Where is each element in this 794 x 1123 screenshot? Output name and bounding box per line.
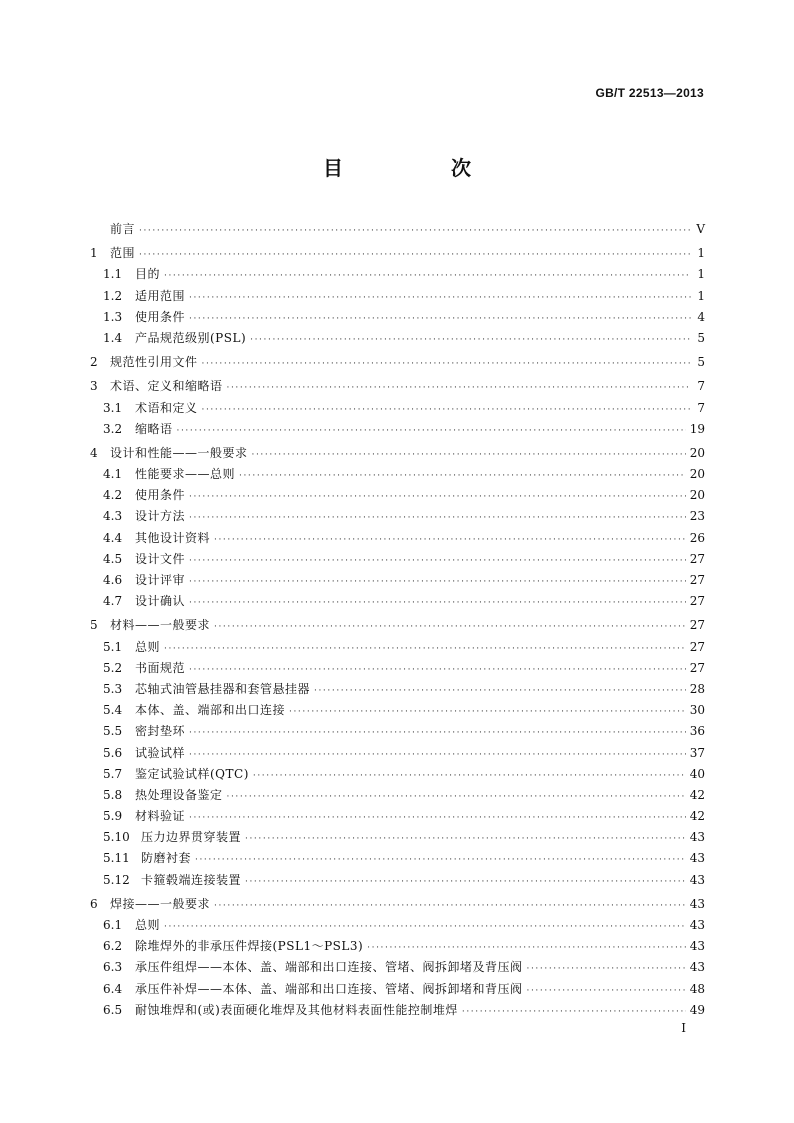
toc-entry-label: 产品规范级别(PSL) [135, 330, 247, 345]
toc-entry-page: 1 [697, 246, 705, 261]
toc-entry[interactable] [90, 376, 705, 397]
toc-leader-dots [164, 266, 691, 287]
toc-entry-page: 36 [689, 724, 705, 739]
toc-entry[interactable] [90, 721, 705, 742]
toc-entry-label: 芯轴式油管悬挂器和套管悬挂器 [135, 681, 311, 696]
toc-entry-page: 20 [689, 445, 705, 460]
toc-entry-page: 20 [689, 467, 705, 482]
toc-entry-number: 6.3 [103, 960, 123, 975]
toc-leader-dots [227, 787, 686, 808]
toc-entry-page: 42 [689, 787, 705, 802]
toc-entry-page: 5 [697, 355, 705, 370]
toc-entry-number: 4.6 [103, 573, 123, 587]
toc-entry-page: 7 [697, 400, 705, 415]
toc-entry[interactable] [90, 806, 705, 827]
toc-entry[interactable] [90, 1000, 705, 1021]
toc-entry-label: 承压件补焊——本体、盖、端部和出口连接、管堵、阀拆卸堵和背压阀 [135, 981, 523, 996]
toc-entry-label: 设计和性能——一般要求 [110, 445, 248, 460]
toc-entry-label: 设计评审 [135, 573, 186, 587]
toc-entry-label: 压力边界贯穿装置 [141, 830, 242, 845]
toc-entry-page: 19 [689, 421, 705, 436]
toc-leader-dots [139, 221, 691, 242]
toc-entry-number: 4 [90, 445, 98, 460]
toc-entry-number: 5.5 [103, 724, 123, 739]
toc-leader-dots [462, 1002, 686, 1023]
toc-leader-dots [189, 572, 686, 593]
toc-entry-page: 43 [689, 918, 705, 932]
toc-entry-label: 防磨衬套 [141, 851, 192, 866]
toc-leader-dots [189, 660, 686, 681]
toc-entry-number: 6 [90, 896, 98, 911]
toc-entry-page: 40 [689, 766, 705, 781]
toc-entry-number: 5 [90, 618, 98, 633]
standard-code: GB/T 22513—2013 [595, 86, 704, 100]
toc-entry-page: 43 [689, 960, 705, 975]
toc-leader-dots [214, 530, 686, 551]
toc-entry-label: 设计方法 [135, 509, 186, 524]
toc-entry-label: 使用条件 [135, 309, 186, 324]
toc-entry-label: 目的 [135, 267, 161, 282]
toc-entry-number: 2 [90, 355, 98, 370]
toc-entry-label: 材料——一般要求 [110, 618, 211, 633]
toc-entry-page: 30 [689, 703, 705, 718]
toc-entry-number: 4.1 [103, 467, 123, 482]
toc-leader-dots [227, 378, 691, 399]
toc-entry-page: 43 [689, 830, 705, 845]
toc-entry-number: 6.1 [103, 918, 123, 932]
toc-leader-dots [289, 702, 686, 723]
toc-entry-number: 1.4 [103, 330, 123, 345]
toc-leader-dots [177, 421, 686, 442]
toc-entry-label: 密封垫环 [135, 724, 186, 739]
toc-leader-dots [189, 309, 691, 330]
toc-leader-dots [189, 288, 691, 309]
toc-entry-label: 性能要求——总则 [135, 467, 236, 482]
toc-entry-page: 7 [697, 379, 705, 394]
toc-entry[interactable] [90, 637, 705, 658]
toc-leader-dots [202, 400, 691, 421]
toc-entry[interactable] [90, 870, 705, 891]
toc-entry-page: 27 [689, 618, 705, 633]
page-title: 目 次 [323, 156, 515, 180]
toc-entry-number: 4.7 [103, 594, 123, 609]
toc-entry-page: 20 [689, 488, 705, 503]
toc-leader-dots [189, 723, 686, 744]
toc-entry[interactable] [90, 615, 705, 636]
toc-entry-label: 总则 [135, 918, 161, 932]
toc-leader-dots [189, 487, 686, 508]
toc-entry-page: V [696, 222, 705, 236]
toc-entry[interactable] [90, 848, 705, 869]
toc-entry[interactable] [90, 915, 705, 936]
toc-entry-page: 27 [689, 660, 705, 675]
toc-entry[interactable] [90, 243, 705, 264]
toc-leader-dots [245, 872, 686, 893]
toc-entry-label: 热处理设备鉴定 [135, 787, 223, 802]
toc-entry[interactable] [90, 307, 705, 328]
toc-entry-label: 除堆焊外的非承压件焊接(PSL1～PSL3) [135, 939, 364, 954]
toc-entry-label: 缩略语 [135, 421, 173, 436]
toc-entry-number: 5.8 [103, 787, 123, 802]
toc-entry-label: 范围 [110, 246, 136, 261]
toc-entry[interactable] [90, 549, 705, 570]
toc-entry-label: 书面规范 [135, 660, 186, 675]
toc-entry[interactable] [90, 936, 705, 957]
toc-entry-label: 前言 [110, 222, 136, 236]
toc-leader-dots [527, 981, 686, 1002]
toc-entry[interactable] [90, 591, 705, 612]
toc-entry-label: 卡箍毂端连接装置 [141, 872, 242, 887]
toc-entry[interactable] [90, 785, 705, 806]
toc-leader-dots [195, 850, 686, 871]
toc-entry-page: 27 [689, 573, 705, 587]
toc-entry-label: 本体、盖、端部和出口连接 [135, 703, 286, 718]
toc-entry-number: 6.4 [103, 981, 123, 996]
toc-entry-number: 6.5 [103, 1002, 123, 1017]
toc-leader-dots [214, 617, 686, 638]
toc-entry-number: 4.2 [103, 488, 123, 503]
toc-entry-label: 焊接——一般要求 [110, 896, 211, 911]
toc-entry[interactable] [90, 528, 705, 549]
toc-entry[interactable] [90, 419, 705, 440]
toc-entry-page: 49 [689, 1002, 705, 1017]
toc-entry-number: 4.4 [103, 530, 123, 545]
toc-entry-page: 27 [689, 551, 705, 566]
toc-entry-page: 5 [697, 330, 705, 345]
toc-leader-dots [189, 508, 686, 529]
toc-entry-page: 37 [689, 745, 705, 760]
toc-leader-dots [250, 330, 691, 351]
toc-entry-number: 5.7 [103, 766, 123, 781]
toc-entry[interactable] [90, 827, 705, 848]
toc-entry[interactable] [90, 506, 705, 527]
toc-entry-number: 5.9 [103, 809, 123, 824]
toc-leader-dots [527, 959, 686, 980]
toc-entry-page: 42 [689, 809, 705, 824]
toc-entry-number: 5.3 [103, 681, 123, 696]
toc-entry-number: 5.12 [103, 872, 130, 887]
toc-entry[interactable] [90, 658, 705, 679]
toc-entry-number: 3 [90, 379, 98, 394]
toc-entry-page: 43 [689, 896, 705, 911]
toc-entry[interactable] [90, 979, 705, 1000]
toc-entry[interactable] [90, 443, 705, 464]
toc-entry-label: 承压件组焊——本体、盖、端部和出口连接、管堵、阀拆卸堵及背压阀 [135, 960, 523, 975]
toc-entry-number: 6.2 [103, 939, 123, 954]
toc-leader-dots [253, 766, 686, 787]
toc-entry[interactable] [90, 894, 705, 915]
toc-entry-number: 5.4 [103, 703, 123, 718]
toc-entry-label: 设计确认 [135, 594, 186, 609]
toc-entry[interactable] [90, 957, 705, 978]
toc-entry[interactable] [90, 352, 705, 373]
toc-entry-number: 5.10 [103, 830, 130, 845]
toc-entry-page: 1 [697, 267, 705, 282]
toc-entry[interactable] [90, 743, 705, 764]
toc-entry-number: 5.6 [103, 745, 123, 760]
toc-entry[interactable] [90, 219, 705, 240]
toc-entry-page: 43 [689, 851, 705, 866]
toc-entry-page: 43 [689, 939, 705, 954]
toc-entry-label: 其他设计资料 [135, 530, 211, 545]
toc-entry-number: 4.5 [103, 551, 123, 566]
toc-entry-label: 规范性引用文件 [110, 355, 198, 370]
toc-entry[interactable] [90, 328, 705, 349]
toc-entry-page: 28 [689, 681, 705, 696]
toc-entry[interactable] [90, 286, 705, 307]
toc-entry-number: 1.1 [103, 267, 123, 282]
toc-entry[interactable] [90, 679, 705, 700]
toc-leader-dots [189, 551, 686, 572]
table-of-contents [90, 219, 705, 1021]
toc-entry-label: 术语和定义 [135, 400, 198, 415]
toc-entry-page: 27 [689, 594, 705, 609]
toc-leader-dots [214, 896, 686, 917]
toc-entry-page: 43 [689, 872, 705, 887]
toc-leader-dots [139, 245, 691, 266]
toc-entry-number: 1.2 [103, 288, 123, 303]
toc-entry-label: 总则 [135, 639, 161, 654]
toc-leader-dots [239, 466, 686, 487]
toc-entry-label: 试验试样 [135, 745, 186, 760]
toc-leader-dots [189, 745, 686, 766]
toc-leader-dots [189, 808, 686, 829]
toc-entry[interactable] [90, 398, 705, 419]
toc-leader-dots [189, 593, 686, 614]
toc-entry[interactable] [90, 264, 705, 285]
toc-entry[interactable] [90, 464, 705, 485]
toc-entry[interactable] [90, 485, 705, 506]
toc-entry-page: 27 [689, 639, 705, 654]
toc-leader-dots [314, 681, 686, 702]
toc-leader-dots [245, 829, 686, 850]
toc-entry-label: 鉴定试验试样(QTC) [135, 766, 249, 781]
toc-entry[interactable] [90, 764, 705, 785]
toc-leader-dots [164, 639, 686, 660]
toc-entry-number: 5.2 [103, 660, 123, 675]
toc-entry-number: 3.2 [103, 421, 123, 436]
toc-entry-page: 48 [689, 981, 705, 996]
toc-entry-page: 23 [689, 509, 705, 524]
toc-entry-label: 适用范围 [135, 288, 186, 303]
toc-entry-number: 5.1 [103, 639, 123, 654]
toc-entry-page: 1 [697, 288, 705, 303]
toc-entry[interactable] [90, 570, 705, 591]
toc-entry-label: 设计文件 [135, 551, 186, 566]
toc-entry-page: 4 [697, 309, 705, 324]
toc-entry-number: 1.3 [103, 309, 123, 324]
toc-entry-page: 26 [689, 530, 705, 545]
toc-entry-number: 4.3 [103, 509, 123, 524]
toc-leader-dots [202, 354, 691, 375]
toc-entry[interactable] [90, 700, 705, 721]
toc-entry-number: 5.11 [103, 851, 130, 866]
toc-leader-dots [164, 917, 686, 938]
toc-entry-label: 材料验证 [135, 809, 186, 824]
toc-entry-number: 1 [90, 246, 98, 261]
toc-leader-dots [252, 445, 686, 466]
page-folio: I [681, 1021, 686, 1035]
toc-entry-label: 使用条件 [135, 488, 186, 503]
toc-entry-label: 耐蚀堆焊和(或)表面硬化堆焊及其他材料表面性能控制堆焊 [135, 1002, 458, 1017]
toc-leader-dots [367, 938, 686, 959]
toc-entry-number: 3.1 [103, 400, 123, 415]
toc-entry-label: 术语、定义和缩略语 [110, 379, 223, 394]
